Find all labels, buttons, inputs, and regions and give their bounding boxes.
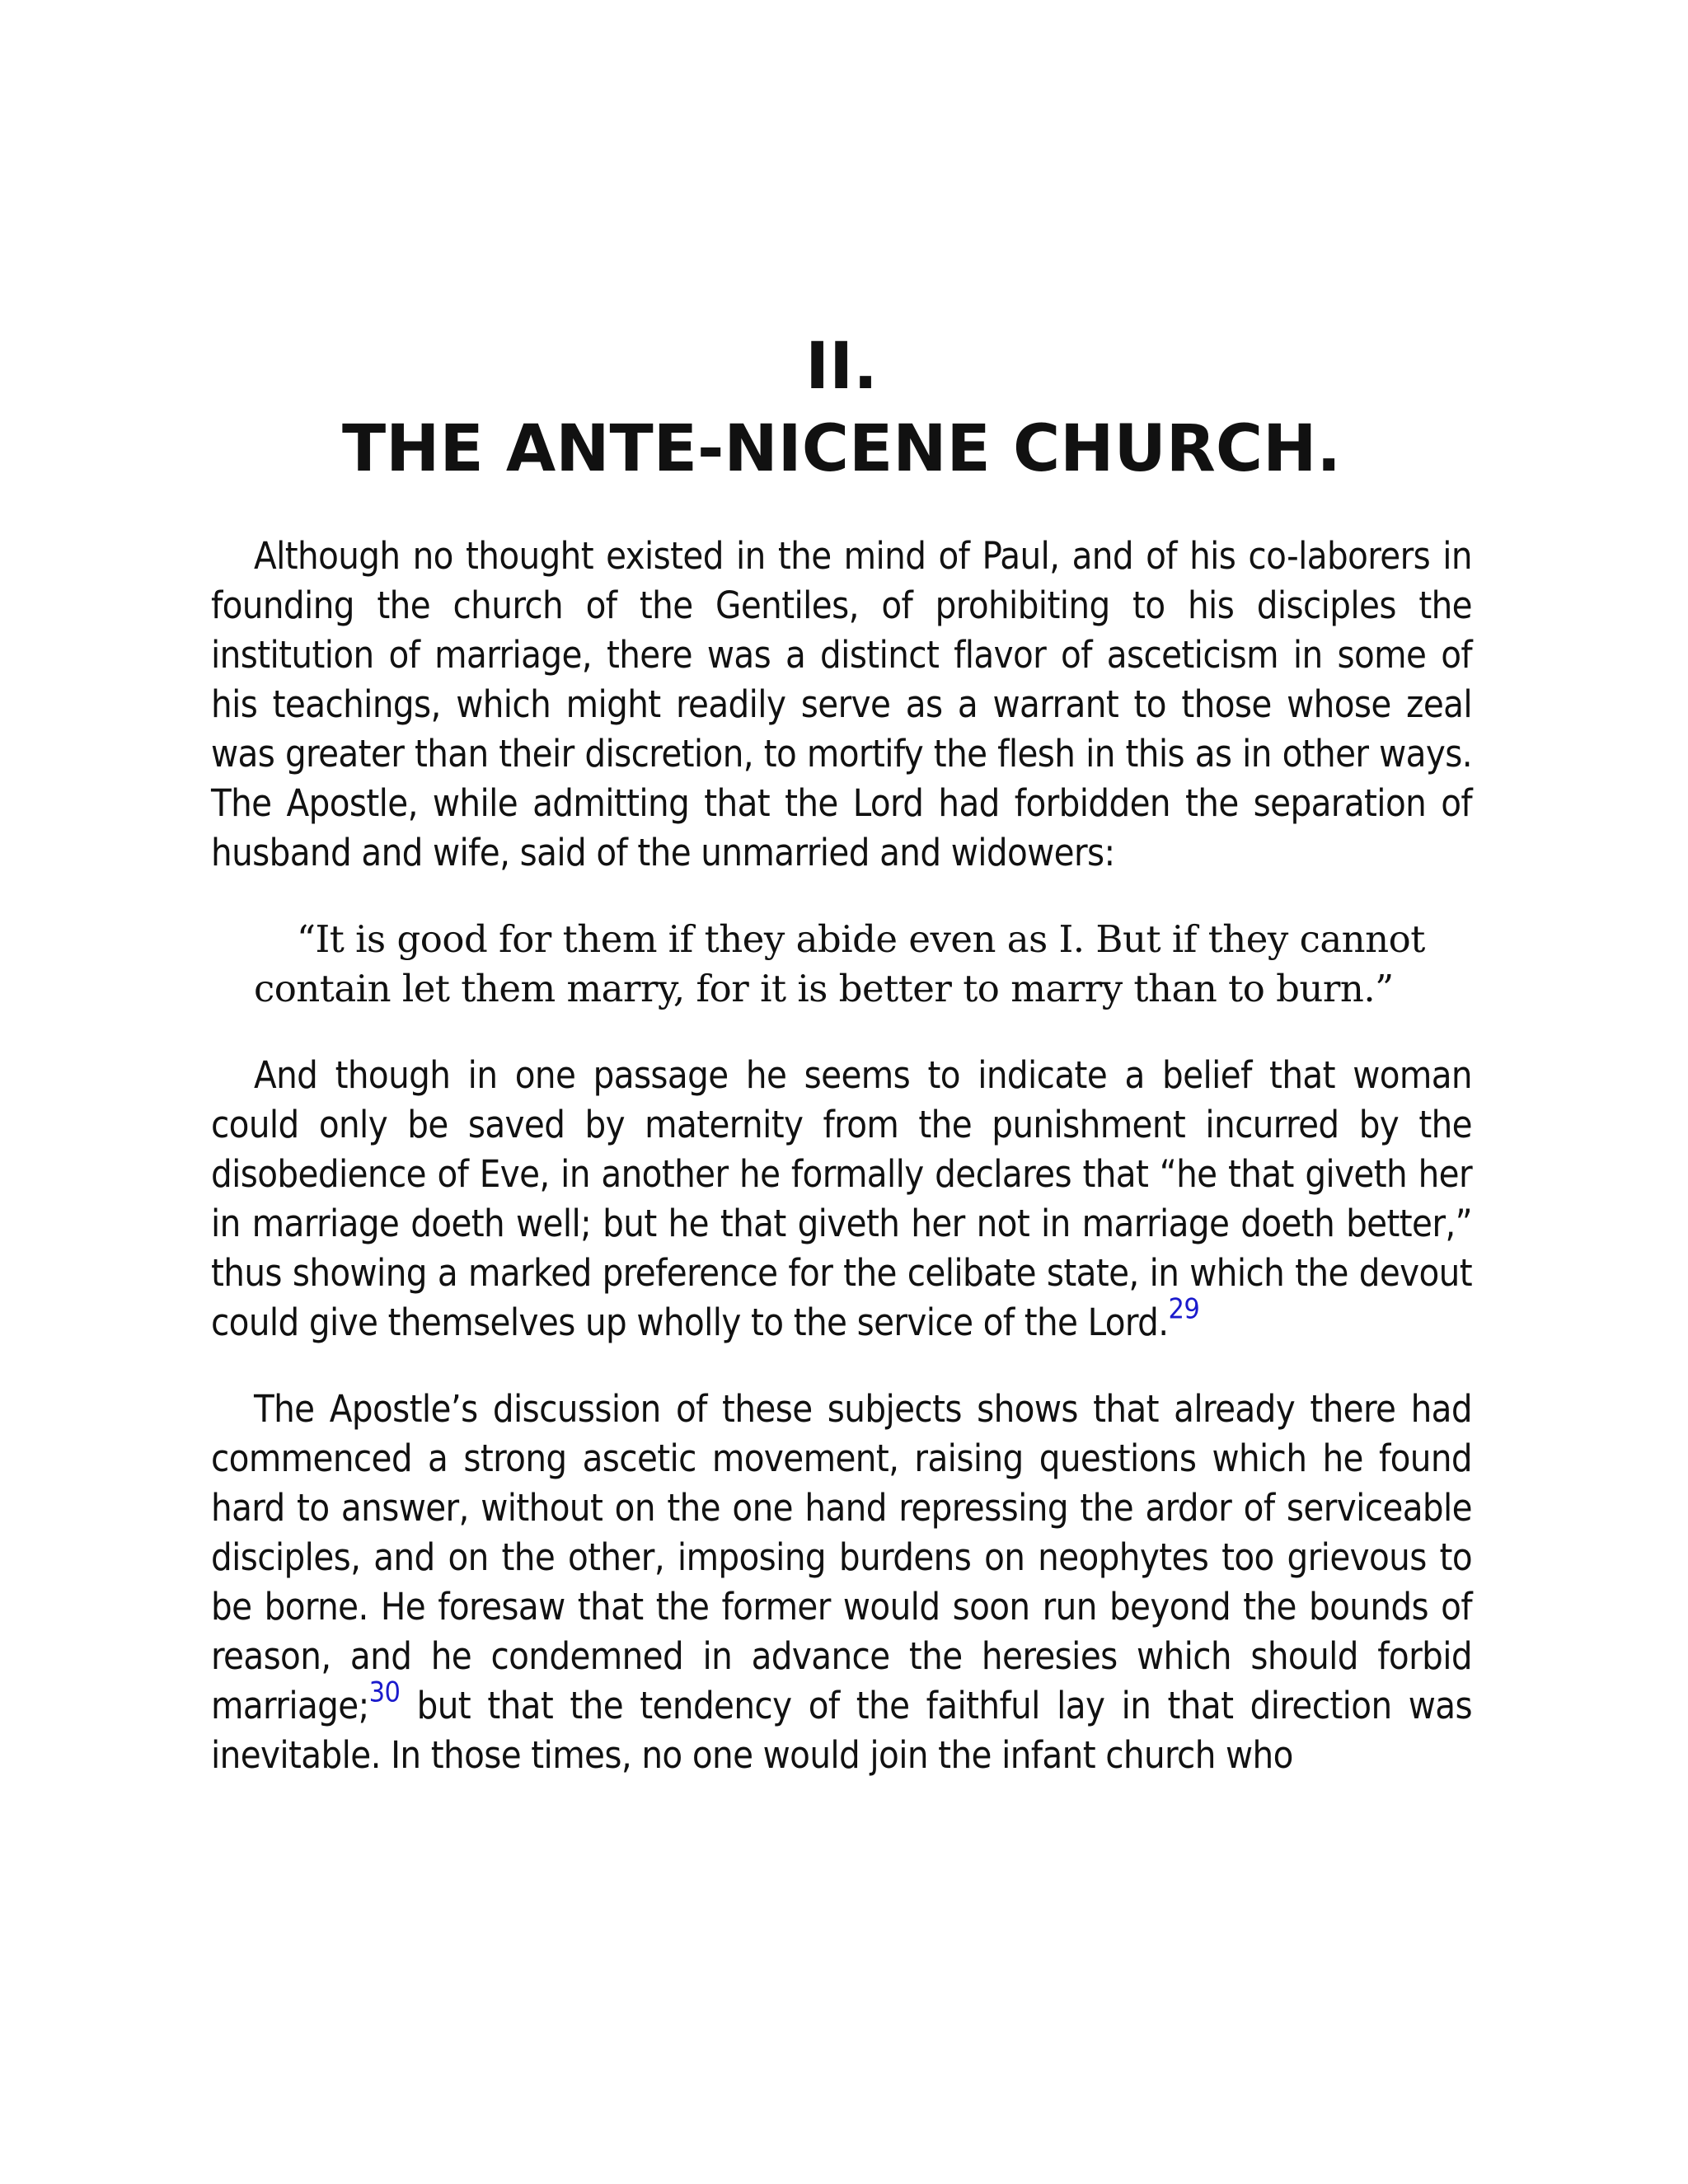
paragraph-text: And though in one passage he seems to indicate a belief that woman could only be saved by maternity from the punishment incurred by the disobedience of Eve, in another he formally declares that “he that giveth her in marriage doeth well; but he that giveth her not in marriage doeth better,” thus showing a marked preference for the celibate state, in which the devout could give themselves up wholly to the service of the Lord. [211, 1053, 1472, 1344]
block-quote [254, 915, 1472, 1014]
footnote-link-29[interactable]: 29 [1168, 1292, 1200, 1326]
paragraph [211, 1385, 1472, 1780]
chapter-title: THE ANTE-NICENE CHURCH. [341, 412, 1342, 486]
page-body [211, 326, 1472, 1817]
paragraph-text: Although no thought existed in the mind of Paul, and of his co-laborers in founding the church of the Gentiles, of prohibiting to his disciples the institution of marriage, there was a distinct flavor of asceticism in some of his teachings, which might readily serve as a warrant to those whose zeal was greater than their discretion, to mortify the flesh in this as in other ways. The Apostle, while admitting that the Lord had forbidden the separation of husband and wife, said of the unmarried and widowers: [211, 534, 1472, 874]
quote-text: “It is good for them if they abide even as I. But if they cannot contain let them marry, for it is better to marry than to burn.” [254, 917, 1425, 1010]
paragraph-text: The Apostle’s discussion of these subjects shows that already there had commenced a strong ascetic movement, raising questions which he found hard to answer, without on the one hand repressing the ardor of serviceable disciples, and on the other, imposing burdens on neophytes too grievous to be borne. He foresaw that the former would soon run beyond the bounds of reason, and he condemned in advance the heresies which should forbid marriage; [211, 1387, 1472, 1727]
paragraph [211, 1051, 1472, 1347]
chapter-heading [211, 326, 1472, 490]
paragraph-text-continued: but that the tendency of the faithful lay in that direction was inevitable. In those times, no one would join the infant church who [211, 1684, 1472, 1777]
paragraph [211, 532, 1472, 878]
chapter-number: II. [805, 330, 878, 404]
footnote-link-30[interactable]: 30 [368, 1675, 401, 1709]
